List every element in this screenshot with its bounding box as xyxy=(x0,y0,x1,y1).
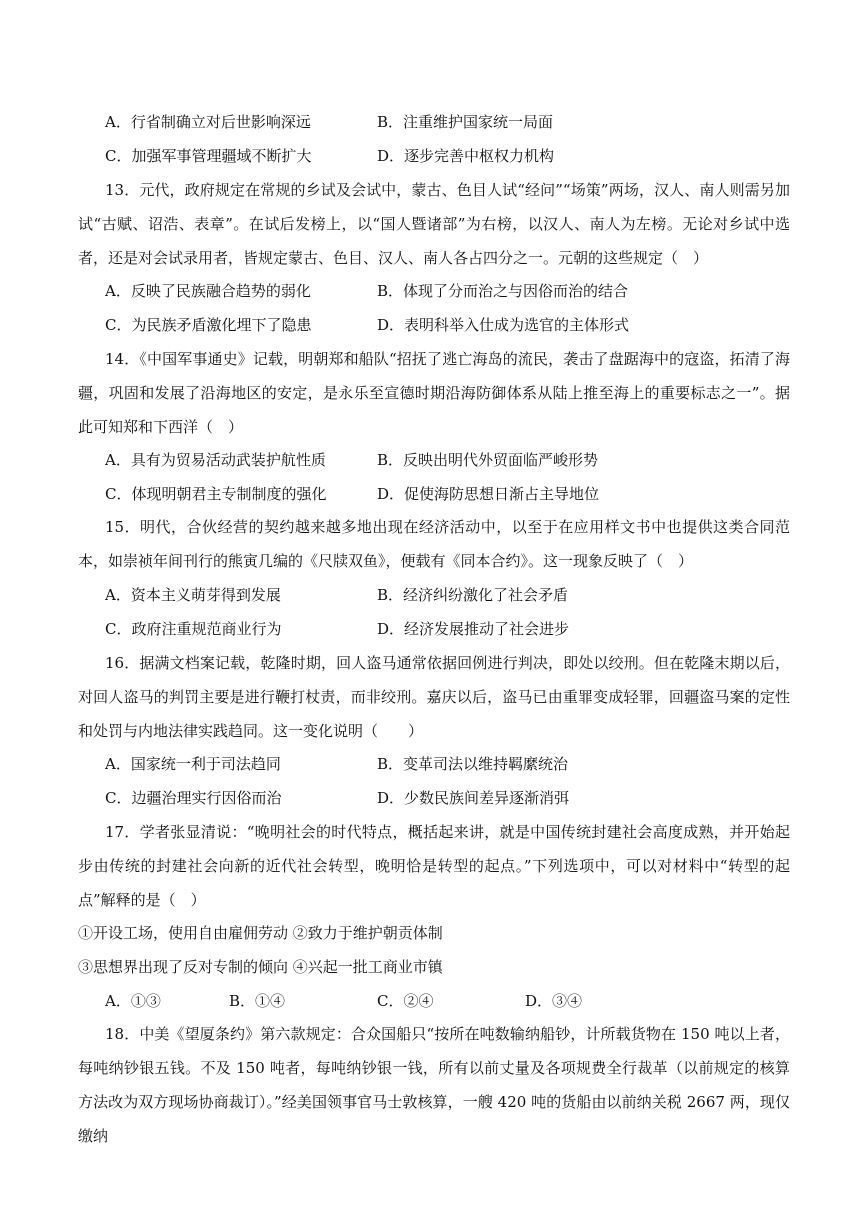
q12-option-c: C．加强军事管理疆域不断扩大 xyxy=(105,147,312,165)
q13-option-d: D．表明科举入仕成为选官的主体形式 xyxy=(377,316,630,334)
q15-option-b: B．经济纠纷激化了社会矛盾 xyxy=(377,586,569,604)
q14-option-a: A．具有为贸易活动武装护航性质 xyxy=(105,451,326,469)
q16-option-d: D．少数民族间差异逐渐消弭 xyxy=(377,789,570,807)
q14-stem: 14．《中国军事通史》记载，明朝郑和船队“招抚了逃亡海岛的流民，袭击了盘踞海中的寇盗，拓清了海疆，巩固和发展了沿海地区的安定，是永乐至宣德时期沿海防御体系从陆上推至海上的重要标志之一”。据此可知郑和下西洋（ ） xyxy=(78,350,790,436)
q17-option-a: A．①③ xyxy=(105,992,161,1010)
q15-options-row-1 xyxy=(105,585,805,605)
q15-option-a: A．资本主义萌芽得到发展 xyxy=(105,586,281,604)
q16-option-a: A．国家统一利于司法趋同 xyxy=(105,755,281,773)
q15-stem: 15．明代，合伙经营的契约越来越多地出现在经济活动中，以至于在应用样文书中也提供这类合同范本，如崇祯年间刊行的熊寅几编的《尺牍双鱼》，便载有《同本合约》。这一现象反映了（ ） xyxy=(78,518,790,570)
q14-options-row-1 xyxy=(105,450,805,470)
q18-stem: 18．中美《望厦条约》第六款规定：合众国船只“按所在吨数输纳船钞，计所载货物在 150 吨以上者，每吨纳钞银五钱。不及 150 吨者，每吨纳钞银一钱，所有以前丈量及各项规费全行裁革（以前规定的核算方法改为双方现场协商裁订）。”经美国领事官马士敦核算，一艘 420 吨的货船由以前纳关税 2667 两，现仅缴纳 xyxy=(78,1025,790,1145)
q14-option-b: B．反映出明代外贸面临严峻形势 xyxy=(377,451,599,469)
q12-option-b: B．注重维护国家统一局面 xyxy=(377,113,554,131)
q17-option-d: D．③④ xyxy=(525,992,583,1010)
q14-option-d: D．促使海防思想日渐占主导地位 xyxy=(377,485,600,503)
q13-option-a: A．反映了民族融合趋势的弱化 xyxy=(105,282,311,300)
q12-options-row-2 xyxy=(105,146,805,166)
q16-option-b: B．变革司法以维持羁縻统治 xyxy=(377,755,569,773)
q12-option-d: D．逐步完善中枢权力机构 xyxy=(377,147,555,165)
q14-option-c: C．体现明朝君主专制制度的强化 xyxy=(105,485,327,503)
q14-options-row-2 xyxy=(105,484,805,504)
q17-stem: 17．学者张显清说：“晚明社会的时代特点，概括起来讲，就是中国传统封建社会高度成熟，并开始起步由传统的封建社会向新的近代社会转型，晚明恰是转型的起点。”下列选项中，可以对材料中“转型的起点”解释的是（ ） xyxy=(78,823,790,909)
q12-options-row-1 xyxy=(105,112,805,132)
q16-options-row-2 xyxy=(105,788,805,808)
q16-options-row-1 xyxy=(105,754,805,774)
q13-options-row-2 xyxy=(105,315,805,335)
q13-stem: 13．元代，政府规定在常规的乡试及会试中，蒙古、色目人试“经问”“场策”两场，汉人、南人则需另加试“古赋、诏浩、表章”。在试后发榜上，以“国人暨诸部”为右榜，以汉人、南人为左榜。无论对乡试中选者，还是对会试录用者，皆规定蒙古、色目、汉人、南人各占四分之一。元朝的这些规定（ ） xyxy=(78,181,790,267)
q17-option-b: B．①④ xyxy=(229,992,286,1010)
q15-option-d: D．经济发展推动了社会进步 xyxy=(377,620,570,638)
q16-option-c: C．边疆治理实行因俗而治 xyxy=(105,789,282,807)
q17-item-line-2: ③思想界出现了反对专制的倾向 ④兴起一批工商业市镇 xyxy=(78,958,443,976)
q12-option-a: A．行省制确立对后世影响深远 xyxy=(105,113,311,131)
q15-option-c: C．政府注重规范商业行为 xyxy=(105,620,282,638)
q16-stem: 16．据满文档案记载，乾隆时期，回人盗马通常依据回例进行判决，即处以绞刑。但在乾隆末期以后，对回人盗马的判罚主要是进行鞭打杖责，而非绞刑。嘉庆以后，盗马已由重罪变成轻罪，回疆盗马案的定性和处罚与内地法律实践趋同。这一变化说明（ ） xyxy=(78,654,790,740)
q15-options-row-2 xyxy=(105,619,805,639)
q13-option-b: B．体现了分而治之与因俗而治的结合 xyxy=(377,282,629,300)
q13-option-c: C．为民族矛盾激化埋下了隐患 xyxy=(105,316,312,334)
q13-options-row-1 xyxy=(105,281,805,301)
q17-option-c: C．②④ xyxy=(377,992,434,1010)
q17-options-row xyxy=(105,991,805,1011)
q17-item-line-1: ①开设工场，使用自由雇佣劳动 ②致力于维护朝贡体制 xyxy=(78,924,443,942)
